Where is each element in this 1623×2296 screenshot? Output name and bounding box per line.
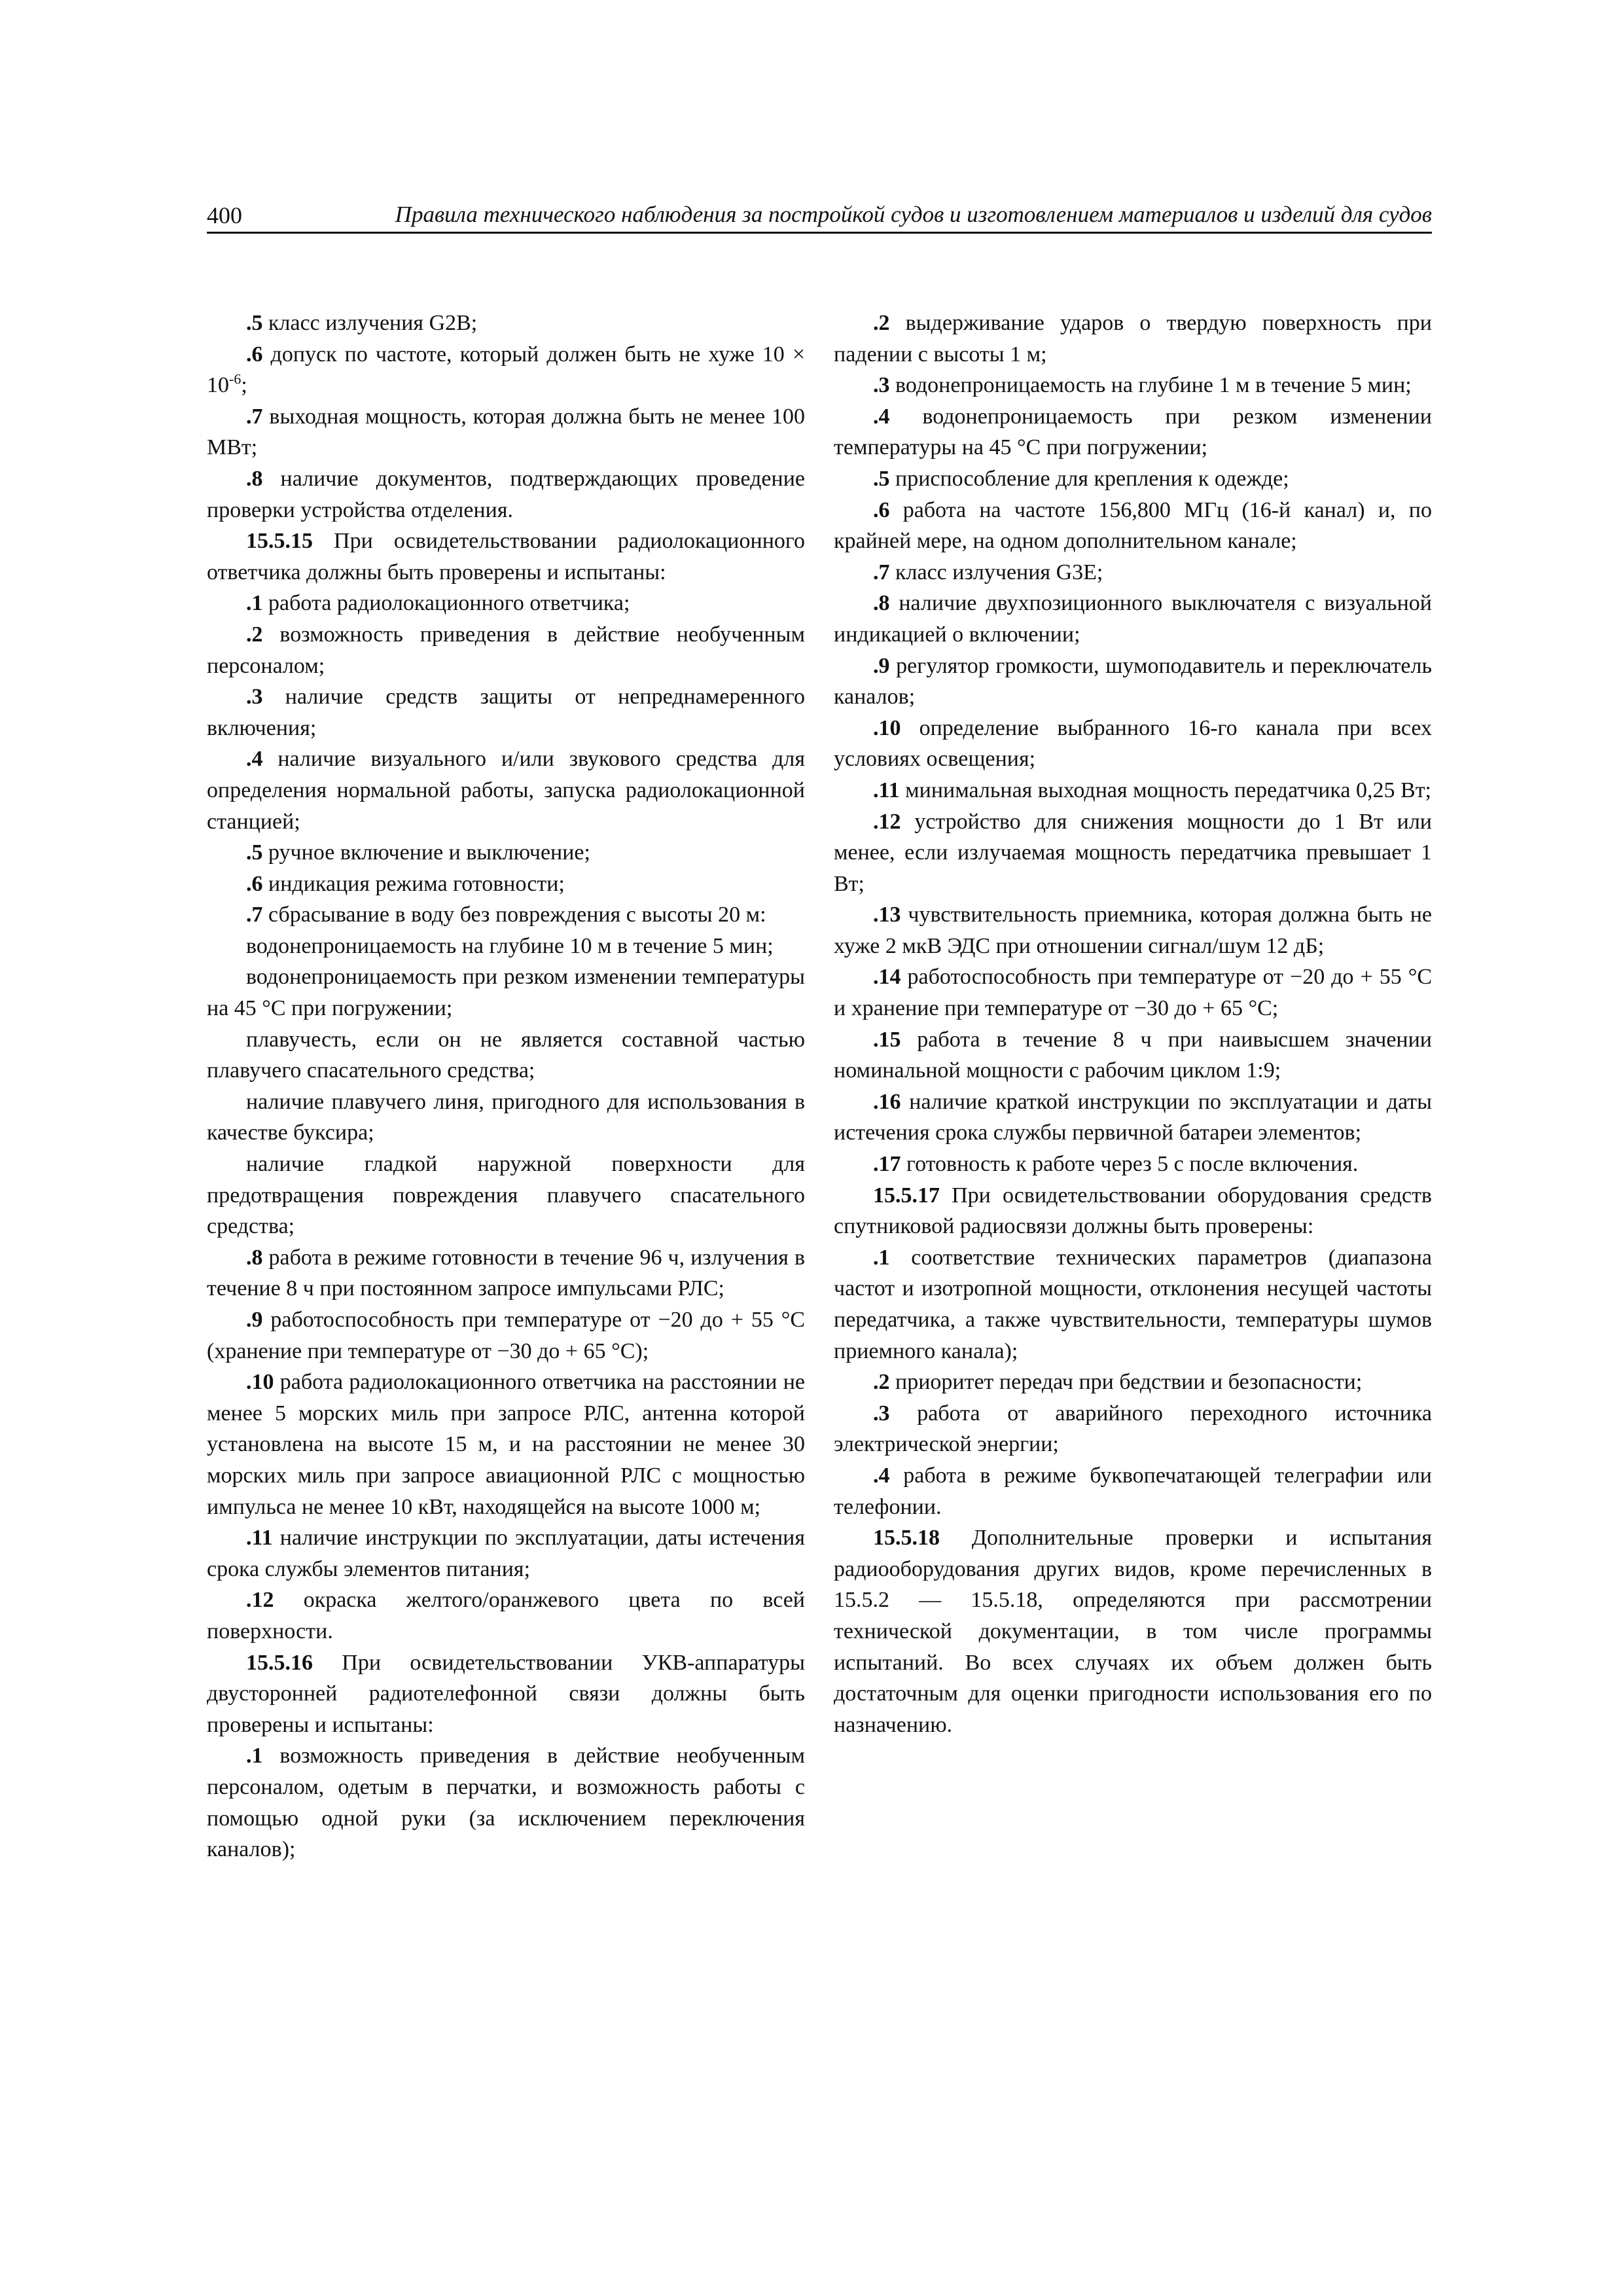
paragraph (834, 495, 1432, 557)
item-number: .3 (873, 1401, 890, 1426)
paragraph (834, 899, 1432, 961)
item-text: работа на частоте 156,800 МГц (16-й канал) и, по крайней мере, на одном дополнительном канале; (834, 497, 1432, 554)
item-number: .6 (246, 871, 263, 896)
item-text: соответствие технических параметров (диапазона частот и изотропной мощности, отклонения несущей частоты передатчика, а также чувствительности, температуры шумов приемного канала); (834, 1245, 1432, 1363)
item-text: работа радиолокационного ответчика; (262, 591, 630, 616)
paragraph (207, 1522, 805, 1585)
item-number: .3 (246, 685, 263, 709)
paragraph (834, 1024, 1432, 1086)
paragraph (834, 1522, 1432, 1740)
paragraph (207, 1647, 805, 1741)
item-text: минимальная выходная мощность передатчика 0,25 Вт; (899, 778, 1432, 802)
page-header (207, 198, 1432, 234)
paragraph (834, 1367, 1432, 1398)
paragraph (834, 1149, 1432, 1180)
superscript: -6 (229, 370, 241, 387)
paragraph (207, 899, 805, 931)
item-number: 15.5.15 (246, 529, 313, 554)
paragraph (207, 1740, 805, 1865)
item-text: При освидетельствовании УКВ-аппаратуры двусторонней радиотелефонной связи должны быть проверены и испытаны: (207, 1650, 805, 1737)
item-text: наличие двухпозиционного выключателя с визуальной индикацией о включении; (834, 591, 1432, 647)
item-number: .6 (873, 497, 890, 522)
item-text: работа радиолокационного ответчика на расстоянии не менее 5 морских миль при запросе РЛС, антенна которой установлена на высоте 15 м, и на расстоянии не менее 30 морских миль при запросе авиационной РЛС с мощностью импульса не менее 10 кВт, находящейся на высоте 1000 м; (207, 1370, 805, 1519)
left-column (207, 308, 805, 1865)
item-number: .8 (246, 466, 263, 491)
item-text: выдерживание ударов о твердую поверхность при падении с высоты 1 м; (834, 311, 1432, 367)
item-number: .11 (246, 1526, 273, 1551)
item-number: .8 (873, 591, 890, 616)
item-text: возможность приведения в действие необученным персоналом, одетым в перчатки, и возможность работы с помощью одной руки (за исключением переключения каналов); (207, 1744, 805, 1862)
item-text: работа от аварийного переходного источника электрической энергии; (834, 1401, 1432, 1457)
paragraph (207, 1024, 805, 1086)
item-number: .4 (873, 1463, 890, 1488)
item-number: .12 (246, 1588, 274, 1613)
item-number: .2 (873, 1370, 890, 1395)
right-column (834, 308, 1432, 1740)
item-tail: ; (241, 373, 247, 398)
paragraph (207, 681, 805, 744)
item-number: .7 (873, 560, 890, 584)
item-text: выходная мощность, которая должна быть не менее 100 МВт; (207, 404, 805, 460)
item-text: наличие визуального и/или звукового средства для определения нормальной работы, запуска радиолокационной станцией; (207, 747, 805, 834)
paragraph (207, 744, 805, 837)
item-text: Дополнительные проверки и испытания радиооборудования других видов, кроме перечисленных в 15.5.2 — 15.5.18, определяются при рассмотрении технической документации, в том числе программы испытаний. Во всех случаях их объем должен быть достаточным для оценки пригодности использования его по назначению. (834, 1526, 1432, 1737)
paragraph (207, 619, 805, 681)
item-text: водонепроницаемость при резком изменении температуры на 45 °С при погружении; (834, 404, 1432, 460)
item-number: .5 (873, 466, 890, 491)
item-text: работоспособность при температуре от −20 до + 55 °С и хранение при температуре от −30 до + 65 °С; (834, 965, 1432, 1021)
paragraph (207, 869, 805, 900)
item-text: наличие средств защиты от непреднамеренного включения; (207, 685, 805, 740)
item-number: .10 (873, 715, 901, 740)
paragraph (207, 401, 805, 463)
item-number: .12 (873, 809, 901, 834)
item-text: устройство для снижения мощности до 1 Вт или менее, если излучаемая мощность передатчика превышает 1 Вт; (834, 809, 1432, 896)
paragraph (834, 401, 1432, 463)
item-number: .5 (246, 840, 263, 865)
item-number: .4 (873, 404, 890, 429)
paragraph (207, 463, 805, 526)
item-number: .7 (246, 903, 263, 927)
item-text: работоспособность при температуре от −20 до + 55 °С (хранение при температуре от −30 до + 65 °С); (207, 1308, 805, 1363)
item-text: регулятор громкости, шумоподавитель и переключатель каналов; (834, 653, 1432, 709)
item-number: .17 (873, 1152, 901, 1177)
item-number: .1 (873, 1245, 890, 1270)
item-text: работа в режиме готовности в течение 96 ч, излучения в течение 8 ч при постоянном запросе импульсами РЛС; (207, 1245, 805, 1301)
item-number: 15.5.16 (246, 1650, 313, 1675)
paragraph (834, 1086, 1432, 1149)
paragraph (834, 463, 1432, 495)
paragraph (207, 339, 805, 401)
item-text: ручное включение и выключение; (262, 840, 590, 865)
page-number: 400 (207, 202, 242, 228)
paragraph (207, 1086, 805, 1149)
paragraph (207, 1304, 805, 1367)
item-number: .13 (873, 903, 901, 927)
item-number: .8 (246, 1245, 263, 1270)
item-text: водонепроницаемость на глубине 10 м в течение 5 мин; (246, 933, 774, 958)
item-number: .14 (873, 965, 901, 990)
paragraph (834, 557, 1432, 588)
paragraph (834, 588, 1432, 650)
item-text: наличие краткой инструкции по эксплуатации и даты истечения срока службы первичной батареи элементов; (834, 1089, 1432, 1145)
paragraph (207, 1149, 805, 1242)
paragraph (834, 370, 1432, 401)
item-number: 15.5.18 (873, 1526, 940, 1551)
item-number: .3 (873, 373, 890, 398)
item-text: водонепроницаемость при резком изменении температуры на 45 °С при погружении; (207, 965, 805, 1021)
item-text: При освидетельствовании радиолокационного ответчика должны быть проверены и испытаны: (207, 529, 805, 584)
item-text: наличие плавучего линя, пригодного для использования в качестве буксира; (207, 1089, 805, 1145)
paragraph (834, 308, 1432, 370)
item-number: .10 (246, 1370, 274, 1395)
paragraph (834, 1460, 1432, 1522)
paragraph (834, 1242, 1432, 1367)
item-number: .1 (246, 591, 263, 616)
item-number: .1 (246, 1744, 263, 1768)
item-number: .4 (246, 747, 263, 772)
item-text: определение выбранного 16-го канала при всех условиях освещения; (834, 715, 1432, 772)
item-text: приоритет передач при бедствии и безопасности; (889, 1370, 1363, 1395)
item-text: наличие гладкой наружной поверхности для предотвращения повреждения плавучего спасательного средства; (207, 1152, 805, 1239)
paragraph (207, 1585, 805, 1647)
item-text: окраска желтого/оранжевого цвета по всей поверхности. (207, 1588, 805, 1643)
item-text: При освидетельствовании оборудования средств спутниковой радиосвязи должны быть проверены: (834, 1183, 1432, 1239)
item-text: допуск по частоте, который должен быть не хуже 10 × 10 (207, 342, 805, 398)
paragraph (834, 1180, 1432, 1242)
item-text: возможность приведения в действие необученным персоналом; (207, 622, 805, 678)
item-text: сбрасывание в воду без повреждения с высоты 20 м: (262, 903, 766, 927)
item-number: .2 (873, 311, 890, 335)
paragraph (207, 526, 805, 588)
item-number: .16 (873, 1089, 901, 1114)
paragraph (834, 806, 1432, 900)
paragraph (834, 775, 1432, 806)
paragraph (834, 713, 1432, 775)
paragraph (207, 1367, 805, 1522)
item-text: работа в течение 8 ч при наивысшем значении номинальной мощности с рабочим циклом 1:9; (834, 1027, 1432, 1083)
paragraph (207, 837, 805, 869)
item-text: класс излучения G2B; (262, 311, 478, 335)
paragraph (207, 588, 805, 619)
item-number: .7 (246, 404, 263, 429)
paragraph (207, 1242, 805, 1304)
item-number: .2 (246, 622, 263, 647)
item-number: .15 (873, 1027, 901, 1052)
item-text: наличие инструкции по эксплуатации, даты истечения срока службы элементов питания; (207, 1526, 805, 1581)
item-text: работа в режиме буквопечатающей телеграфии или телефонии. (834, 1463, 1432, 1519)
running-title: Правила технического наблюдения за постройкой судов и изготовлением материалов и изделий для судов (395, 202, 1432, 227)
item-text: чувствительность приемника, которая должна быть не хуже 2 мкВ ЭДС при отношении сигнал/шум 12 дБ; (834, 903, 1432, 958)
paragraph (834, 1398, 1432, 1460)
item-number: .6 (246, 342, 263, 367)
item-text: приспособление для крепления к одежде; (889, 466, 1289, 491)
item-text: наличие документов, подтверждающих проведение проверки устройства отделения. (207, 466, 805, 522)
item-number: .9 (246, 1308, 263, 1332)
item-text: готовность к работе через 5 с после включения. (901, 1152, 1359, 1177)
item-text: индикация режима готовности; (262, 871, 565, 896)
item-number: .9 (873, 653, 890, 678)
item-number: .11 (873, 778, 900, 802)
paragraph (207, 308, 805, 339)
paragraph (834, 651, 1432, 713)
item-text: плавучесть, если он не является составной частью плавучего спасательного средства; (207, 1027, 805, 1083)
paragraph (834, 961, 1432, 1024)
item-text: класс излучения G3E; (889, 560, 1103, 584)
item-number: 15.5.17 (873, 1183, 940, 1208)
paragraph (207, 931, 805, 962)
item-text: водонепроницаемость на глубине 1 м в течение 5 мин; (889, 373, 1412, 398)
item-number: .5 (246, 311, 263, 335)
paragraph (207, 961, 805, 1024)
